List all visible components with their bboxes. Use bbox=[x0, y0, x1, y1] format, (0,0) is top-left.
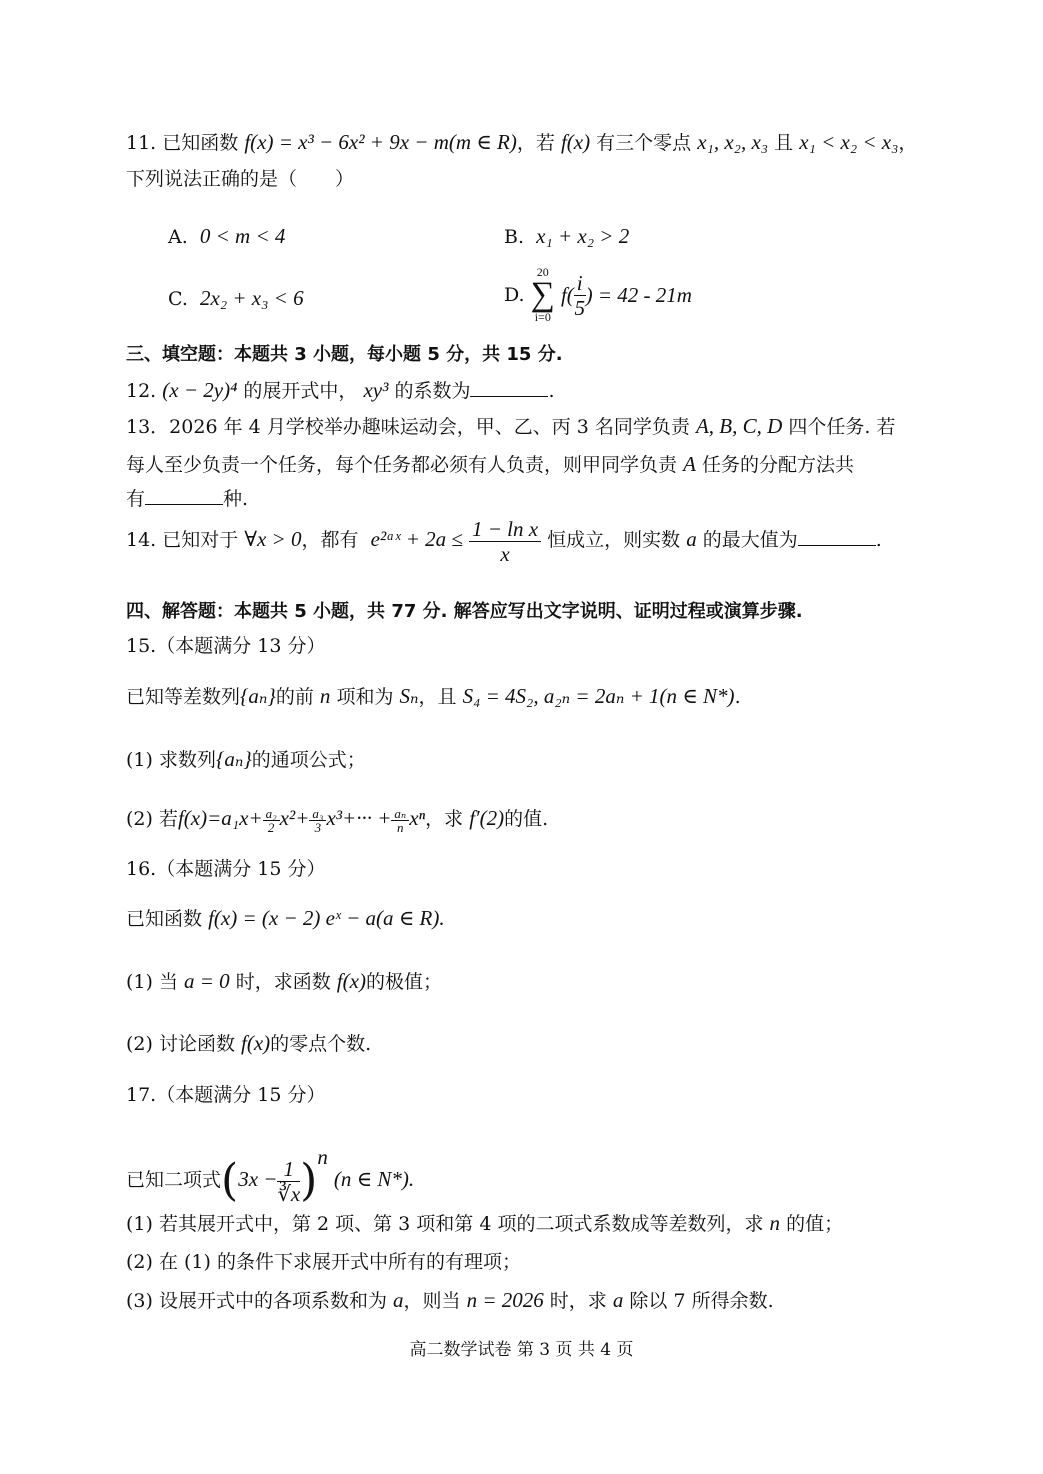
sigma-glyph: ∑ bbox=[530, 276, 555, 313]
q11-line1 bbox=[126, 128, 933, 157]
option-d-fraction bbox=[574, 271, 586, 320]
q14-text2: 恒成立，则实数 bbox=[547, 529, 681, 551]
q15-frac-1 bbox=[263, 807, 280, 834]
option-a-text: 0 < m < 4 bbox=[199, 224, 286, 248]
q15-p2-xn: xⁿ bbox=[409, 806, 426, 830]
q12-text2: 的系数为 bbox=[394, 380, 471, 402]
q11-line2: 下列说法正确的是（ ） bbox=[126, 168, 355, 190]
q17-p3-a2: a bbox=[612, 1288, 624, 1312]
sigma-symbol bbox=[531, 266, 555, 324]
q15-p2-x3: x³+··· + bbox=[326, 806, 392, 830]
q12-expr: (x − 2y)⁴ bbox=[162, 378, 238, 402]
q15-sn: Sₙ bbox=[399, 684, 419, 708]
q14-end: . bbox=[875, 529, 882, 551]
q17-stem bbox=[126, 1126, 933, 1212]
option-b-text: x₁ + x₂ > 2 bbox=[536, 224, 630, 248]
q17-expr: 3x − bbox=[238, 1167, 278, 1191]
frac-num: a₃ bbox=[309, 807, 326, 821]
q15-frac-3 bbox=[391, 807, 409, 834]
q14-text: ，都有 bbox=[301, 529, 359, 551]
section3-title: 三、填空题：本题共 3 小题，每小题 5 分，共 15 分. bbox=[126, 344, 563, 365]
frac-num: a₂ bbox=[263, 807, 280, 821]
sigma-upper: 20 bbox=[536, 265, 549, 279]
frac-num: 1 bbox=[277, 1157, 300, 1182]
q17-left-paren: ( bbox=[221, 1155, 239, 1206]
q17-part2: (2) 在 (1) 的条件下求展开式中所有的有理项； bbox=[126, 1251, 521, 1273]
q16-function: f(x) = (x − 2) eˣ − a(a ∈ R). bbox=[208, 906, 445, 930]
q11-option-a bbox=[168, 222, 285, 251]
q13-text3: 每人至少负责一个任务，每个任务都必须有人负责，则甲同学负责 bbox=[126, 454, 678, 476]
q13-text2: 四个任务. 若 bbox=[788, 416, 896, 438]
q15-p2-x2: x²+ bbox=[279, 806, 310, 830]
q13-text: 13．2026 年 4 月学校举办趣味运动会，甲、乙、丙 3 名同学负责 bbox=[126, 416, 690, 438]
option-label: A. bbox=[168, 226, 188, 248]
q14-var: a bbox=[686, 527, 697, 551]
q17-domain: (n ∈ N*). bbox=[333, 1167, 415, 1191]
q15-p1-seq: {aₙ} bbox=[215, 747, 252, 771]
q17-part3 bbox=[126, 1286, 933, 1315]
q13-text4: 任务的分配方法共 bbox=[701, 454, 854, 476]
section4-title: 四、解答题：本题共 5 小题，共 77 分. 解答应写出文字说明、证明过程或演算步骤. bbox=[126, 601, 803, 622]
q15-text3: 项和为 bbox=[336, 686, 394, 708]
q11-and: 且 bbox=[774, 132, 794, 154]
q15-stem bbox=[126, 682, 933, 711]
q12-prefix: 12. bbox=[126, 380, 157, 402]
q12-term: xy³ bbox=[363, 378, 389, 402]
q17-p3-text: (3) 设展开式中的各项系数和为 bbox=[126, 1290, 387, 1312]
frac-num: 1 − ln x bbox=[469, 517, 541, 542]
frac-den: ∛x bbox=[277, 1181, 301, 1206]
q16-p1-text2: 时，求函数 bbox=[235, 971, 331, 993]
q11-option-b bbox=[504, 222, 629, 251]
frac-den: 2 bbox=[267, 819, 275, 835]
q11-tail: ， bbox=[898, 132, 918, 154]
q11-text: ，若 bbox=[516, 132, 555, 154]
q14-answer-blank[interactable] bbox=[798, 527, 876, 546]
q12-answer-blank[interactable] bbox=[470, 378, 548, 397]
q17-p3-text3: 时，求 bbox=[549, 1290, 607, 1312]
option-label: C. bbox=[168, 288, 188, 310]
q15-p2-expr: f(x)=a₁x+ bbox=[177, 806, 263, 830]
q17-p1-n: n bbox=[769, 1211, 781, 1235]
q16-p1-fx: f(x) bbox=[336, 969, 366, 993]
q16-p1-text3: 的极值； bbox=[365, 971, 442, 993]
q15-part1 bbox=[126, 745, 933, 774]
q11-option-d bbox=[504, 266, 692, 324]
q16-text: 已知函数 bbox=[126, 908, 203, 930]
q17-part1 bbox=[126, 1209, 933, 1238]
q14-text3: 的最大值为 bbox=[702, 529, 798, 551]
q15-p1-text2: 的通项公式； bbox=[251, 749, 366, 771]
frac-den: x bbox=[500, 541, 510, 566]
q11-zeros: x₁, x₂, x₃ bbox=[697, 130, 769, 154]
q15-p2-text3: 的值. bbox=[504, 808, 549, 830]
option-d-f: f( bbox=[560, 283, 574, 307]
q13-text6: 种. bbox=[223, 488, 249, 510]
q11-option-c bbox=[168, 284, 304, 313]
option-d-rest: ) = 42 - 21m bbox=[585, 283, 692, 307]
q15-text4: ，且 bbox=[418, 686, 457, 708]
q14 bbox=[126, 512, 933, 567]
q11-order: x₁ < x₂ < x₃ bbox=[799, 130, 899, 154]
q15-text2: 的前 bbox=[275, 686, 314, 708]
q15-condition: S₄ = 4S₂, a₂ₙ = 2aₙ + 1(n ∈ N*) bbox=[462, 684, 735, 708]
q11-prefix: 11. 已知函数 bbox=[126, 132, 239, 154]
q12 bbox=[126, 376, 933, 405]
q12-end: . bbox=[548, 380, 555, 402]
q17-p3-n: n = 2026 bbox=[466, 1288, 544, 1312]
frac-num: i bbox=[574, 271, 586, 296]
q14-fraction bbox=[469, 517, 541, 566]
q15-n: n bbox=[319, 684, 331, 708]
q16-part1 bbox=[126, 967, 933, 996]
option-label: D. bbox=[504, 284, 525, 306]
q13-line2 bbox=[126, 450, 933, 479]
q15-p2-deriv: f′(2) bbox=[469, 806, 505, 830]
frac-den: 5 bbox=[574, 295, 585, 320]
q12-text: 的展开式中， bbox=[243, 380, 358, 402]
q15-frac-2 bbox=[309, 807, 326, 834]
q16-p1-cond: a = 0 bbox=[184, 969, 230, 993]
q15-part2 bbox=[126, 800, 933, 837]
q16-p1-text: (1) 当 bbox=[126, 971, 178, 993]
q11-text2: 有三个零点 bbox=[596, 132, 692, 154]
q16-stem bbox=[126, 904, 933, 933]
q17-p3-text4: 除以 7 所得余数. bbox=[629, 1290, 774, 1312]
option-label: B. bbox=[504, 226, 525, 248]
q15-p2-text2: ，求 bbox=[425, 808, 464, 830]
q13-answer-blank[interactable] bbox=[145, 486, 223, 505]
q13-task-a: A bbox=[683, 452, 696, 476]
q16-header: 16.（本题满分 15 分） bbox=[126, 858, 326, 880]
q15-seq: {aₙ} bbox=[240, 684, 276, 708]
page-footer: 高二数学试卷 第 3 页 共 4 页 bbox=[409, 1340, 634, 1360]
q17-p1-text: (1) 若其展开式中，第 2 项、第 3 项和第 4 项的二项式系数成等差数列，求 bbox=[126, 1213, 764, 1235]
option-c-text: 2x₂ + x₃ < 6 bbox=[200, 286, 304, 310]
frac-den: n bbox=[397, 819, 404, 835]
q15-end: . bbox=[734, 686, 741, 708]
frac-num: aₙ bbox=[391, 807, 409, 821]
q16-part2 bbox=[126, 1029, 933, 1058]
q17-fraction bbox=[277, 1157, 300, 1206]
q11-fx: f(x) bbox=[560, 130, 591, 154]
q15-p2-text: (2) 若 bbox=[126, 808, 178, 830]
q13-text5: 有 bbox=[126, 488, 146, 510]
q13-tasks: A, B, C, D bbox=[695, 414, 783, 438]
q17-p1-text2: 的值； bbox=[786, 1213, 844, 1235]
q17-p3-a: a bbox=[393, 1288, 404, 1312]
q14-condition: ∀x > 0 bbox=[244, 527, 302, 551]
frac-den: 3 bbox=[314, 819, 322, 835]
q17-p3-text2: ，则当 bbox=[403, 1290, 461, 1312]
q13-line3 bbox=[126, 485, 933, 513]
q14-prefix: 14. 已知对于 bbox=[126, 529, 239, 551]
sigma-lower: i=0 bbox=[534, 310, 551, 324]
q15-text: 已知等差数列 bbox=[126, 686, 241, 708]
q17-power: n bbox=[317, 1145, 328, 1169]
q17-header: 17.（本题满分 15 分） bbox=[126, 1084, 326, 1106]
q15-header: 15.（本题满分 13 分） bbox=[126, 635, 326, 657]
q17-text: 已知二项式 bbox=[126, 1169, 222, 1191]
q16-p2-text2: 的零点个数. bbox=[270, 1033, 372, 1055]
q15-p1-text: (1) 求数列 bbox=[126, 749, 216, 771]
q16-p2-fx: f(x) bbox=[241, 1031, 271, 1055]
q11-function: f(x) = x³ − 6x² + 9x − m(m ∈ R) bbox=[244, 130, 517, 154]
q13-line1 bbox=[126, 412, 933, 441]
q17-right-paren: ) bbox=[300, 1155, 318, 1206]
q14-lhs: e²ᵃˣ + 2a ≤ bbox=[370, 527, 463, 551]
q16-p2-text: (2) 讨论函数 bbox=[126, 1033, 235, 1055]
